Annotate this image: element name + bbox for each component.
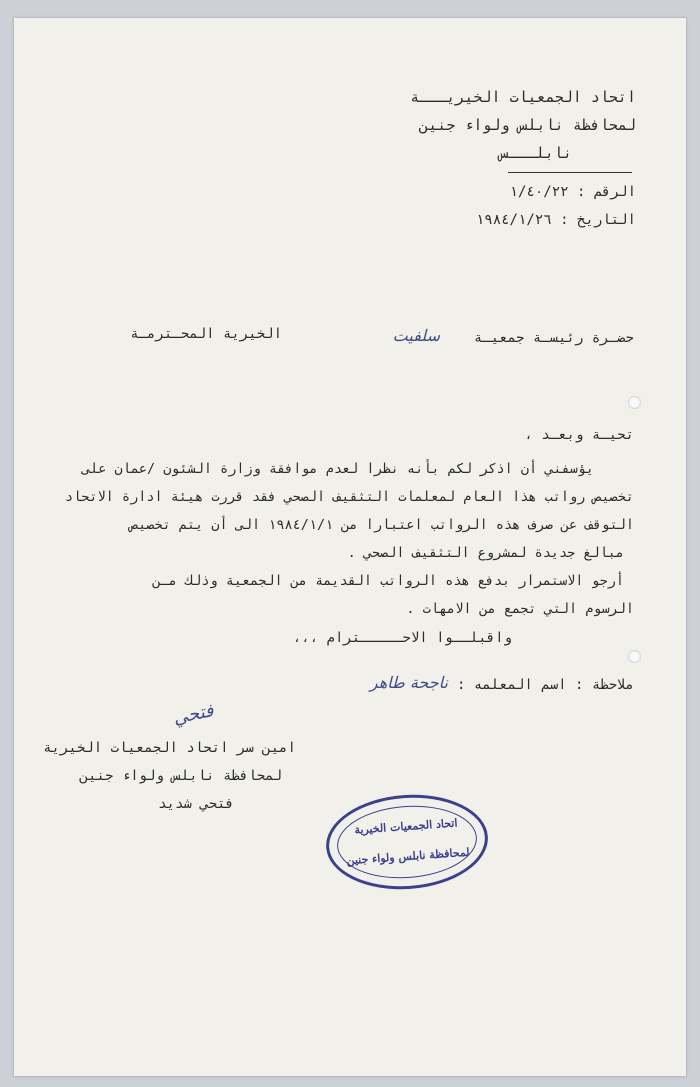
addressee-suffix: الخيرية المحـترمـة: [130, 326, 282, 342]
addressee-prefix: حضـرة رئيسـة جمعيـة: [473, 330, 634, 346]
body-paragraph-2: [94, 567, 634, 623]
signature-region: لمحافظة نابلس ولواء جنين: [79, 768, 282, 784]
body-paragraph-1: [65, 455, 634, 567]
greeting: تحيـة وبعـد ،: [524, 427, 634, 443]
signature-title: امين سر اتحاد الجمعيات الخيرية: [43, 740, 296, 756]
reference-date: التاريخ : ١٩٨٤/١/٢٦: [475, 212, 636, 228]
signature-name: فتحي شديد: [158, 796, 234, 812]
note-handwritten-name: ناجحة طاهر: [369, 673, 448, 692]
body-line: مبالغ جديدة لمشروع التثقيف الصحي .: [347, 545, 624, 561]
closing: واقبلــوا الاحـــــترام ،،،: [292, 630, 512, 646]
signature-handwritten: فتحي: [171, 700, 216, 729]
letterhead-divider: [508, 172, 632, 173]
body-line: تخصيص رواتب هذا العام لمعلمات التثقيف الصحي فقد قررت هيئة ادارة الاتحاد: [65, 489, 634, 505]
stamp-line-1: اتحاد الجمعيات الخيرية: [353, 816, 458, 837]
stamp-inner-ring: [335, 801, 480, 883]
body-line: التوقف عن صرف هذه الرواتب اعتبارا من ١٩٨٤/١/١ الى أن يتم تخصيص: [130, 517, 634, 533]
body-line: يؤسفني أن اذكر لكم بأنه نظرا لعدم موافقة وزارة الشئون /عمان على: [81, 461, 594, 477]
note-label: ملاحظة : اسم المعلمه :: [456, 677, 634, 693]
punch-hole-bottom: [628, 650, 641, 663]
body-line: أرجو الاستمرار بدفع هذه الرواتب القديمة من الجمعية وذلك مـن: [152, 573, 624, 589]
punch-hole-top: [628, 396, 641, 409]
reference-number: الرقم : ١/٤٠/٢٢: [509, 184, 636, 200]
letterhead-line-1: اتحاد الجمعيات الخيريـــة: [410, 88, 636, 106]
stamp-line-2: لمحافظة نابلس ولواء جنين: [346, 845, 470, 868]
letterhead-line-3: نابلـــس: [499, 144, 572, 162]
body-line: الرسوم التي تجمع من الامهات .: [406, 601, 634, 617]
letterhead-line-2: لمحافظة نابلس ولواء جنين: [419, 116, 636, 134]
addressee-handwritten-name: سلفيت: [392, 326, 440, 345]
